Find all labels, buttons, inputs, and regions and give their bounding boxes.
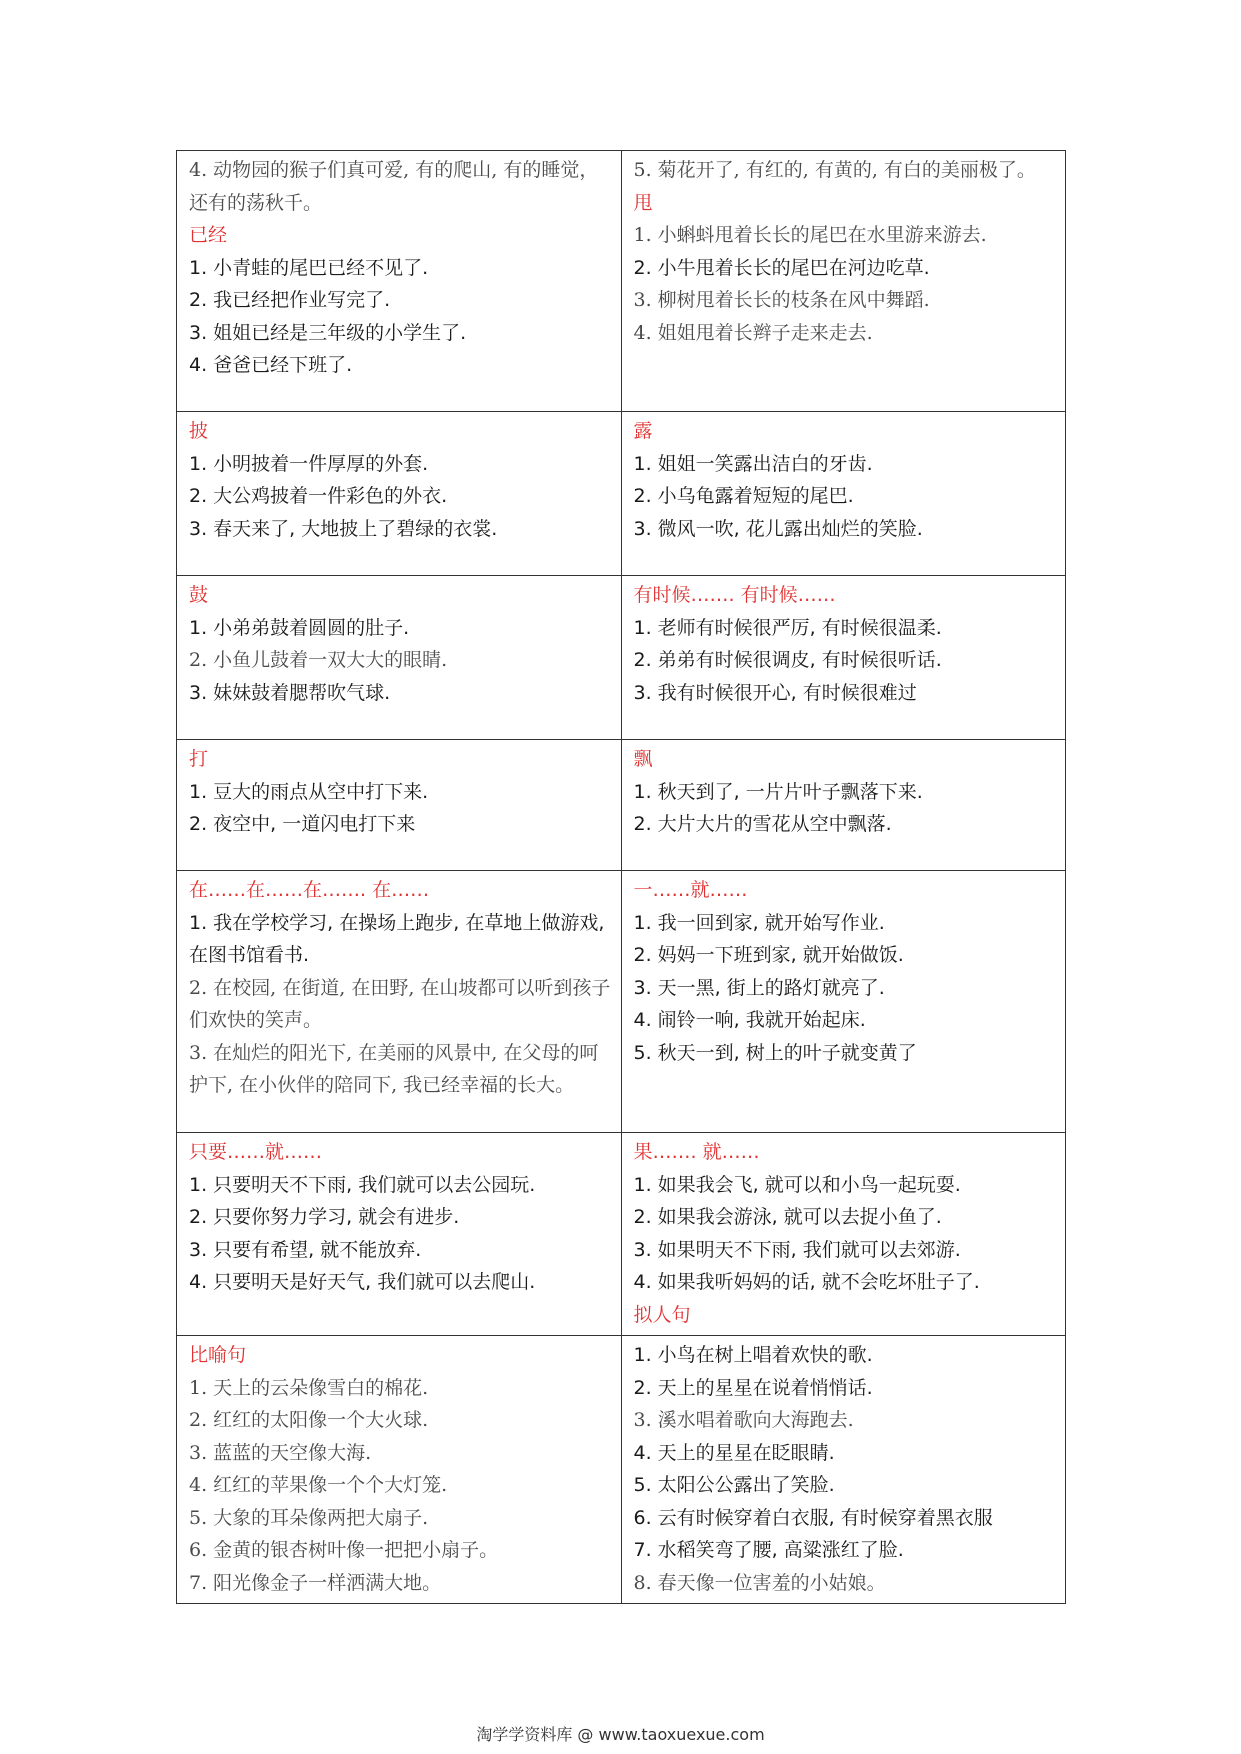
example-sentence: 2. 弟弟有时候很调皮, 有时候很听话. <box>633 649 942 671</box>
example-sentence: 1. 小明披着一件厚厚的外套. <box>189 452 429 475</box>
section-heading: 露 <box>633 420 653 442</box>
table-row <box>177 1336 1066 1604</box>
example-sentence: 5. 菊花开了, 有红的, 有黄的, 有白的美丽极了。 <box>633 159 1036 181</box>
example-sentence: 3. 微风一吹, 花儿露出灿烂的笑脸. <box>633 517 923 540</box>
example-sentence: 2. 如果我会游泳, 就可以去捉小鱼了. <box>633 1206 942 1228</box>
example-sentence: 2. 我已经把作业写完了. <box>189 289 391 311</box>
table-cell-right <box>621 151 1066 412</box>
section-heading: 甩 <box>633 191 653 214</box>
section-heading: 比喻句 <box>189 1344 247 1366</box>
example-sentence: 6. 云有时候穿着白衣服, 有时候穿着黑衣服 <box>633 1506 993 1529</box>
example-sentence: 1. 天上的云朵像雪白的棉花. <box>189 1376 429 1399</box>
example-sentence: 4. 只要明天是好天气, 我们就可以去爬山. <box>189 1271 536 1293</box>
table-cell-left <box>177 871 622 1133</box>
section-heading: 一……就…… <box>633 879 748 901</box>
page-footer: 淘学学资料库 @ www.taoxuexue.com <box>476 1725 765 1744</box>
example-sentence: 4. 红红的苹果像一个个大灯笼. <box>189 1474 448 1496</box>
table-cell-right <box>621 576 1066 740</box>
example-sentence: 1. 小青蛙的尾巴已经不见了. <box>189 256 429 279</box>
example-sentence: 6. 金黄的银杏树叶像一把把小扇子。 <box>189 1539 499 1561</box>
example-sentence: 3. 春天来了, 大地披上了碧绿的衣裳. <box>189 517 498 540</box>
example-sentence: 3. 妹妹鼓着腮帮吹气球. <box>189 681 391 704</box>
example-sentence: 1. 秋天到了, 一片片叶子飘落下来. <box>633 780 923 803</box>
example-sentence: 1. 小弟弟鼓着圆圆的肚子. <box>189 616 410 639</box>
section-heading: 在……在……在……. 在…… <box>189 879 430 901</box>
example-sentence: 3. 柳树甩着长长的枝条在风中舞蹈. <box>633 289 930 311</box>
example-sentence: 2. 小牛甩着长长的尾巴在河边吃草. <box>633 256 930 279</box>
section-heading: 打 <box>189 748 209 770</box>
table-row <box>177 871 1066 1133</box>
table-cell-left <box>177 1336 622 1604</box>
table-row <box>177 412 1066 576</box>
section-heading: 有时候……. 有时候…… <box>633 584 836 606</box>
section-heading: 只要……就…… <box>189 1141 323 1163</box>
table-cell-right <box>621 412 1066 576</box>
example-sentence: 2. 天上的星星在说着悄悄话. <box>633 1376 873 1399</box>
example-sentence: 5. 秋天一到, 树上的叶子就变黄了 <box>633 1041 917 1064</box>
table-cell-right <box>621 871 1066 1133</box>
example-sentence: 7. 水稻笑弯了腰, 高粱涨红了脸. <box>633 1539 904 1561</box>
example-sentence: 1. 只要明天不下雨, 我们就可以去公园玩. <box>189 1173 536 1196</box>
example-sentence: 7. 阳光像金子一样洒满大地。 <box>189 1571 442 1594</box>
sentence-worksheet-table <box>176 150 1066 1604</box>
example-sentence: 2. 妈妈一下班到家, 就开始做饭. <box>633 944 904 966</box>
example-sentence: 2. 在校园, 在街道, 在田野, 在山坡都可以听到孩子们欢快的笑声。 <box>189 976 611 1031</box>
example-sentence: 5. 太阳公公露出了笑脸. <box>633 1474 835 1496</box>
example-sentence: 4. 爸爸已经下班了. <box>189 354 353 376</box>
table-cell-left <box>177 576 622 740</box>
example-sentence: 3. 蓝蓝的天空像大海. <box>189 1441 372 1464</box>
example-sentence: 1. 豆大的雨点从空中打下来. <box>189 780 429 803</box>
example-sentence: 3. 在灿烂的阳光下, 在美丽的风景中, 在父母的呵护下, 在小伙伴的陪同下, 我已经幸福的长大。 <box>189 1041 599 1096</box>
example-sentence: 2. 大公鸡披着一件彩色的外衣. <box>189 485 448 507</box>
example-sentence: 1. 小鸟在树上唱着欢快的歌. <box>633 1344 873 1366</box>
example-sentence: 2. 大片大片的雪花从空中飘落. <box>633 813 892 835</box>
example-sentence: 1. 我在学校学习, 在操场上跑步, 在草地上做游戏, 在图书馆看书. <box>189 911 605 966</box>
example-sentence: 1. 姐姐一笑露出洁白的牙齿. <box>633 452 873 475</box>
table-cell-left <box>177 412 622 576</box>
example-sentence: 3. 姐姐已经是三年级的小学生了. <box>189 321 467 344</box>
section-heading: 披 <box>189 420 209 442</box>
section-heading: 已经 <box>189 224 228 246</box>
table-cell-left <box>177 740 622 871</box>
example-sentence: 3. 只要有希望, 就不能放弃. <box>189 1238 422 1261</box>
example-sentence: 2. 小乌龟露着短短的尾巴. <box>633 485 854 507</box>
section-heading: 果……. 就…… <box>633 1141 760 1163</box>
table-cell-left <box>177 151 622 412</box>
worksheet-body <box>177 151 1066 1604</box>
example-sentence: 5. 大象的耳朵像两把大扇子. <box>189 1506 429 1529</box>
example-sentence: 3. 如果明天不下雨, 我们就可以去郊游. <box>633 1238 961 1261</box>
example-sentence: 4. 姐姐甩着长辫子走来走去. <box>633 321 873 344</box>
example-sentence: 1. 小蝌蚪甩着长长的尾巴在水里游来游去. <box>633 224 987 246</box>
example-sentence: 1. 如果我会飞, 就可以和小鸟一起玩耍. <box>633 1173 961 1196</box>
example-sentence: 2. 只要你努力学习, 就会有进步. <box>189 1206 460 1228</box>
example-sentence: 3. 我有时候很开心, 有时候很难过 <box>633 681 917 704</box>
table-row <box>177 1133 1066 1336</box>
example-sentence: 2. 红红的太阳像一个大火球. <box>189 1409 429 1431</box>
example-sentence: 3. 溪水唱着歌向大海跑去. <box>633 1409 854 1431</box>
example-sentence: 3. 天一黑, 街上的路灯就亮了. <box>633 976 885 999</box>
example-sentence: 1. 我一回到家, 就开始写作业. <box>633 911 885 934</box>
example-sentence: 2. 夜空中, 一道闪电打下来 <box>189 813 416 835</box>
table-row <box>177 576 1066 740</box>
table-row <box>177 740 1066 871</box>
table-row <box>177 151 1066 412</box>
example-sentence: 2. 小鱼儿鼓着一双大大的眼睛. <box>189 649 448 671</box>
section-heading: 鼓 <box>189 584 209 606</box>
table-cell-right <box>621 1336 1066 1604</box>
example-sentence: 4. 动物园的猴子们真可爱, 有的爬山, 有的睡觉，还有的荡秋千。 <box>189 159 599 214</box>
example-sentence: 8. 春天像一位害羞的小姑娘。 <box>633 1571 886 1594</box>
example-sentence: 4. 天上的星星在眨眼睛. <box>633 1441 835 1464</box>
example-sentence: 1. 老师有时候很严厉, 有时候很温柔. <box>633 616 942 639</box>
example-sentence: 4. 如果我听妈妈的话, 就不会吃坏肚子了. <box>633 1271 980 1293</box>
section-heading: 飘 <box>633 748 653 770</box>
section-heading: 拟人句 <box>633 1303 691 1326</box>
table-cell-right <box>621 1133 1066 1336</box>
table-cell-right <box>621 740 1066 871</box>
example-sentence: 4. 闹铃一响, 我就开始起床. <box>633 1009 866 1031</box>
table-cell-left <box>177 1133 622 1336</box>
